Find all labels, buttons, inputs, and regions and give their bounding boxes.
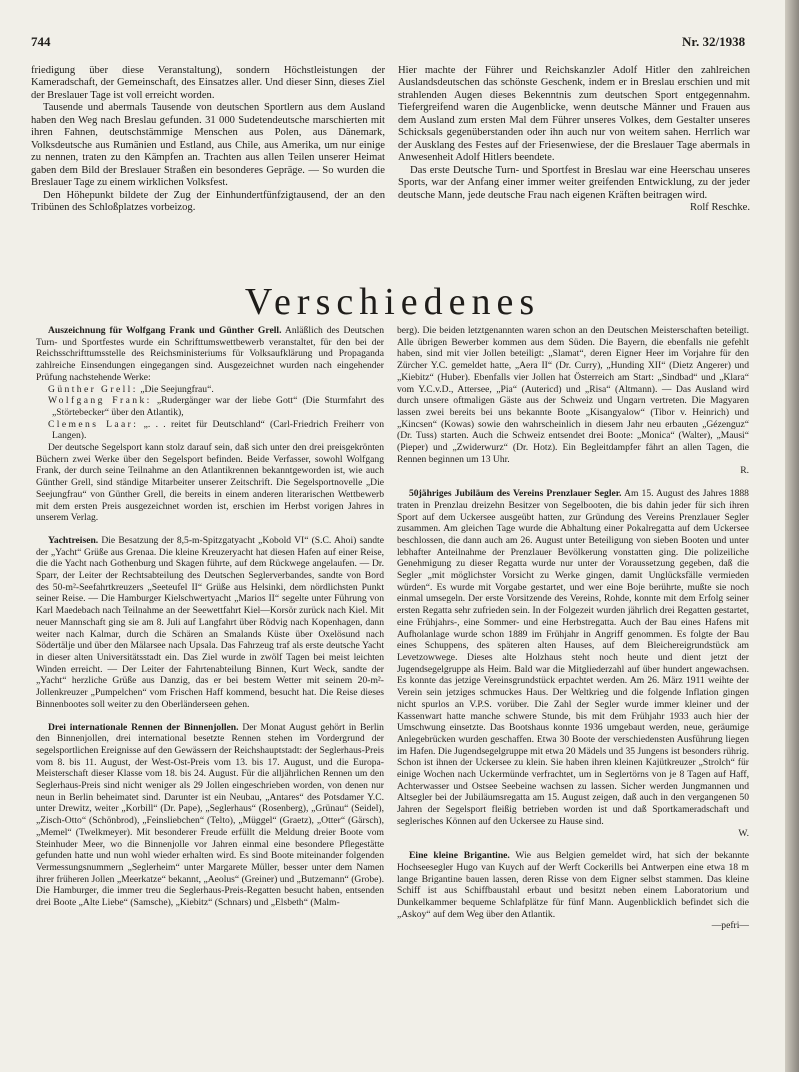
lower-left-column xyxy=(36,325,384,909)
author-signature: R. xyxy=(740,465,749,477)
award-work: Wolfgang Frank: „Rudergänger war der liebe Gott“ (Die Sturmfahrt des „Störtebecker“ über den Atlantik), xyxy=(48,395,385,418)
paragraph: Das erste Deutsche Turn- und Sportfest in Breslau war eine Heerschau unseres Sports, war der Anfang einer immer weiter greifenden Entwicklung, zu der jeder deutsche Mann, jede deutsche Frau nach eigenen Kräften beitragen wird. xyxy=(398,164,750,201)
article-races xyxy=(36,722,384,909)
author-signature: W. xyxy=(738,827,749,839)
paragraph: Hier machte der Führer und Reichskanzler Adolf Hitler den zahlreichen Auslandsdeutschen das schönste Geschenk, indem er in Breslau erschien und mit strahlenden Augen dieses Bekenntnis zum deutschen Sport entgegennahm. Tiefergreifend waren die Augenblicke, wenn deutsche Männer und Frauen aus dem Ausland zum ersten Mal dem Führer unseres Volkes, dem Gestalter unseres Schicksals gegenüberstanden oder ihn auch nur von weitem sahen. Herrlich war der Ausklang des Festes auf der Friesenwiese, der die Breslauer Tage abermals in Anwesenheit Adolf Hitlers beendete. xyxy=(398,65,750,164)
article-yacht xyxy=(36,535,384,711)
article-jubilee xyxy=(397,488,749,827)
article-heading: Auszeichnung für Wolfgang Frank und Günther Grell. xyxy=(48,325,282,336)
article-heading: Yachtreisen. xyxy=(48,534,99,546)
article-heading: Drei internationale Rennen der Binnenjollen. xyxy=(48,721,239,733)
article-text: Anläßlich des Deutschen Turn- und Sportfestes wurde ein Schrifttumswettbewerb veranstaltet, für den bei der Reichsschrifttumsstelle des Reichsministeriums für Volksaufklärung und Propaganda zahlreiche Einsendungen eingegangen sind. Ausgezeichnet wurden nach eingehender Prüfung nachstehende Werke: xyxy=(36,325,385,383)
top-right-column xyxy=(398,65,750,214)
page-edge xyxy=(785,0,799,1072)
page-number: 744 xyxy=(31,34,51,49)
article-text: Der Monat August gehört in Berlin den Binnenjollen, drei international besetzte Rennen stehen im Vordergrund der segelsportlichen Ereignisse auf den Gewässern der Reichshauptstadt: der Seglerhaus-Preis vom 8. bis 11. August, der West-Ost-Preis vom 13. bis 17. August, und die Europa-Meisterschaft dieser Klasse vom 18. bis 24. August. Für die alljährlichen Rennen um den Seglerhaus-Preis sind nicht weniger als 29 Jollen eingeschrieben worden, von denen nur neun in Berlin beheimatet sind. Darunter ist ein Neubau, „Antares“ des Potsdamer Y.C. unter Drewitz, weiter „Korbill“ (Dr. Pape), „Seglerhaus“ (Rosenberg), „Grünau“ (Seidel), „Zisch-Otto“ (Schönbrod), „Feinsliebchen“ (Telto), „Müggel“ (Graetz), „Otter“ (Gärsch), „Memel“ (Twelkmeyer). Mit besonderer Freude erfüllt die Meldung dreier Boote vom Steinhuder Meer, wo die Binnenjolle vor Jahren einmal eine besondere Pflegestätte gefunden hatte und nun wohl wieder erhalten wird. Es sind Boote miteinander folgenden Vermessungsnummern „Seglerheim“ unter Margarete Müller, besser unter dem Namen ihrer früheren Jollen „Meerkatze“ bekannt, „Aeolus“ (Greiner) und „Butzemann“ (Grobe). Die Hamburger, die immer treu die Seglerhaus-Preis-Regatten besucht haben, entsenden drei Boote „Alte Liebe“ (Samsche), „Kiebitz“ (Schnars) und „Elsbeth“ (Malm- xyxy=(36,721,384,909)
paragraph: Den Höhepunkt bildete der Zug der Einhundertfünfzigtausend, der an den Tribünen des Schloßplatzes vorbeizog. xyxy=(31,189,385,213)
paragraph: Tausende und abermals Tausende von deutschen Sportlern aus dem Ausland haben den Weg nach Breslau gefunden. 31 000 Sudetendeutsche marschierten mit ihren Fahnen, deutschstämmige Menschen aus Polen, aus Dänemark, Volksdeutsche aus Rumänien und Estland, aus Chile, aus Amerika, um nur einige zu nennen, traten zu den Kämpfen an. Trachten aus allen Teilen unserer Heimat gaben dem Bild der Breslauer Straßen ein besonderes Gepräge. — So wurden die Breslauer Tage zu einem wirklichen Volksfest. xyxy=(31,102,385,189)
article-races-continued: berg). Die beiden letztgenannten waren schon an den Deutschen Meisterschaften beteiligt. Alle übrigen Bewerber kommen aus dem Süden. Die Bayern, die ebenfalls nie gefehlt haben, sind mit vier Jollen beteiligt: „Slamat“, deren Eigner Heer im Vorjahre für den Zürcher Y.C. gemeldet hatte, „Aera II“ (Dr. Curry), „Hunding XII“ (Dietz Angerer) und „Kiebitz“ (Huber). Ebenfalls vier Jollen hat Österreich am Start: „Sindbad“ und „Klara“ vom Y.C.v.D., Attersee, „Pia“ (Autericd) und „Risa“ (Altmann). — Das Ausland wird durch unsere oftmaligen Gäste aus der Schweiz und Ungarn vertreten. Die Magyaren lassen zwei bereits bei uns bekannte Boote „Kisangyalow“ (Tibor v. Heinrich) und „Kincsen“ (Kowas) sowie den wahrscheinlich in diesem Jahr neu erbauten „Gézenguz“ (Dr. Tuss) starten. Auch die Schweiz entsendet drei Boote: „Monica“ (Walter), „Mausi“ (Pieper) und „Zwiderwurz“ (Dr. Hotz). Ein Begleitdampfer fährt an allen Tagen, die Rennen beginnen um 13 Uhr. xyxy=(397,325,749,465)
issue-number: Nr. 32/1938 xyxy=(682,34,746,49)
paragraph: Der deutsche Segelsport kann stolz darauf sein, daß sich unter den drei preisgekrönten Büchern zwei Werke über den Segelsport befinden. Beide Verfasser, sowohl Wolfgang Frank, der durch seine Teilnahme an den Atlantikrennen bekanntgeworden ist, wie auch Günther Grell, sind ständige Mitarbeiter unserer Zeitschrift. Die Segelsportnovelle „Die Seejungfrau“ von Günther Grell, die bereits in einem anderen literarischen Wettbewerb mit dem ersten Preis ausgezeichnet worden ist, erschien im Herbst vorigen Jahres in unserem Verlag. xyxy=(36,442,384,524)
article-text: Die Besatzung der 8,5-m-Spitzgatyacht „Kobold VI“ (S.C. Ahoi) sandte der „Yacht“ Grüße aus Grenaa. Die kleine Kreuzeryacht hat diesen Hafen auf einer Reise, die die Yacht nach Gothenburg und Skagen führte, auf dem Rückwege angelaufen. — Dr. Sparr, der Leiter der Rechtsabteilung des Deutschen Seglerverbandes, sandte von Bord des 50-m²-Seefahrtkreuzers „Seeteufel II“ Grüße aus Helsinki, dem nördlichsten Punkt seiner Reise. — Die Hamburger Kielschwertyacht „Marios II“ segelte unter Führung von Karl Maedebach nach Teilnahme an der Seewettfahrt Kiel—Korsör zurück nach Kiel. Mit neuer Mannschaft ging sie am 8. Juli auf Langfahrt über Rödvig nach Kopenhagen, dann weiter nach Kalmar, durch die Schären an Smalands Küste über Oxelösund nach Södertälje und über den Mälarsee nach Upsala. Das Fahrzeug traf als erste deutsche Yacht in dieser alten Universitätsstadt ein. Das Ziel wurde in zwölf Tagen bei meist leichten Winden erreicht. — Der Leiter der Fahrtenabteilung Binnen, Kurt Weck, sandte der „Yacht“ herzliche Grüße aus Danzig, das er bei bestem Wetter mit seinem 20-m²-Jollenkreuzer „Pumpelchen“ vom Frischen Haff kommend, besucht hat. Die Reise dieses Binnenbootes soll weiter zu den Oberländerseen gehen. xyxy=(36,534,384,710)
section-title: Verschiedenes xyxy=(244,281,541,323)
article-text: Am 15. August des Jahres 1888 traten in Prenzlau dreizehn Besitzer von Segelbooten, die bis dahin jeder für sich ihren Sport auf dem Uckersee ausgeübt hatten, zur Gründung des Vereins Prenzlauer Segler zusammen. Am gleichen Tage wurde die Abhaltung einer Pokalregatta auf dem Uckersee beschlossen, die dann auch am 26. August unter Beteiligung von sieben Booten und unter lebhafter Anteilnahme der Prenzlauer Bevölkerung vonstatten ging. Die polizeiliche Genehmigung zu dieser Regatta wurde nur unter der Voraussetzung gegeben, daß die Segler „mit möglichster Vorsicht zu Werke gingen, damit Unglücksfälle vermieden würden“. Es wurde mit Vorgabe gestartet, und wer eine Boje berührte, mußte sie noch einmal umsegeln. Der erste Vorsitzende des Vereins, Rohde, konnte mit dem Erfolg seiner ersten Regatta sehr zufrieden sein. In der Folgezeit wurden jährlich drei Regatten gestartet, eine Frühjahrs-, eine Sommer- und eine Herbstregatta. Auch der Bau eines Hafens mit Aufholanlage wurde schon 1889 im Frühjahr in Angriff genommen. Es folgte der Bau eines Schuppens, des späteren alten Hauses, auf dem Bleichereigrundstück am Levetzowwege. Dieses alte Holzhaus steht noch heute und dient jetzt der Jugendsegelgruppe als Heim. Bald war die Mitgliederzahl auf über hundert angewachsen. Es konnte das jetzige Vereinsgrundstück erpachtet werden. Am 26. März 1911 weihte der Verein sein jetziges schmuckes Haus. Der Weltkrieg und die folgende Inflation gingen nicht spurlos an V.P.S. vorüber. Die Zahl der Segler wurde immer kleiner und der Kassenwart hatte manche schwere Stunde, bis mit dem Frühjahr 1933 auch hier der Umschwung einsetzte. Das Bootshaus konnte 1936 umgebaut werden, neue, geräumige Anlegebrücken wurden geschaffen. Etwa 30 Boote der verschiedensten Ausführung liegen im Hafen. Die Jugendsegelgruppe mit etwa 20 Mädels und 35 Jungens ist besonders rührig. Schon ist ihnen der Uckersee zu klein. Sie haben ihren kleinen Kajütkreuzer „Strolch“ für einige Wochen nach Uckermünde verfrachtet, um in Seglertörns von je 8 Tagen auf Haff, Achterwasser und Ostsee Seebeine wachsen zu lassen. Sicher werden Jungmannen und Altsegler bei der Jubiläumsregatta am 15. August zeigen, daß auch in den vergangenen 50 Jahren der Segelsport fleißig betrieben worden ist und daß Sportkameradschaft und seglerisches Können auf den Uckersee zu Hause sind. xyxy=(397,488,749,827)
award-work: Günther Grell: „Die Seejungfrau“. xyxy=(48,383,214,395)
lower-right-column xyxy=(397,325,749,932)
article-heading: 50jähriges Jubiläum des Vereins Prenzlauer Segler. xyxy=(409,488,622,500)
article-text: Wie aus Belgien gemeldet wird, hat sich der bekannte Hochseesegler Hugo van Kuych auf der Werft Cockerills bei Antwerpen eine etwa 18 m lange Brigantine bauen lassen, deren Risse von dem Eigner selbst stammen. Das kleine Schiff ist aus Schiffbaustahl erbaut und besitzt neben einem Laboratorium und Dunkelkammer bequeme Schlafplätze für fünf Mann. Augenblicklich befindet sich die „Askoy“ auf dem Weg über den Atlantik. xyxy=(397,850,749,920)
award-work: Clemens Laar: „. . . reitet für Deutschland“ (Carl-Friedrich Freiherr von Langen). xyxy=(48,418,384,442)
top-left-column xyxy=(31,65,385,214)
article-award xyxy=(36,325,384,384)
article-heading: Eine kleine Brigantine. xyxy=(409,850,510,862)
article-brigantine xyxy=(397,850,749,920)
paragraph: friedigung über diese Veranstaltung), sondern Höchstleistungen der Kameradschaft, der Gemeinschaft, des Einsatzes aller. Und dieser Sinn, dieses Ziel der Breslauer Tage ist voll erreicht worden. xyxy=(31,65,385,101)
author-signature: —pefri— xyxy=(711,920,749,932)
author-signature: Rolf Reschke. xyxy=(689,201,750,213)
